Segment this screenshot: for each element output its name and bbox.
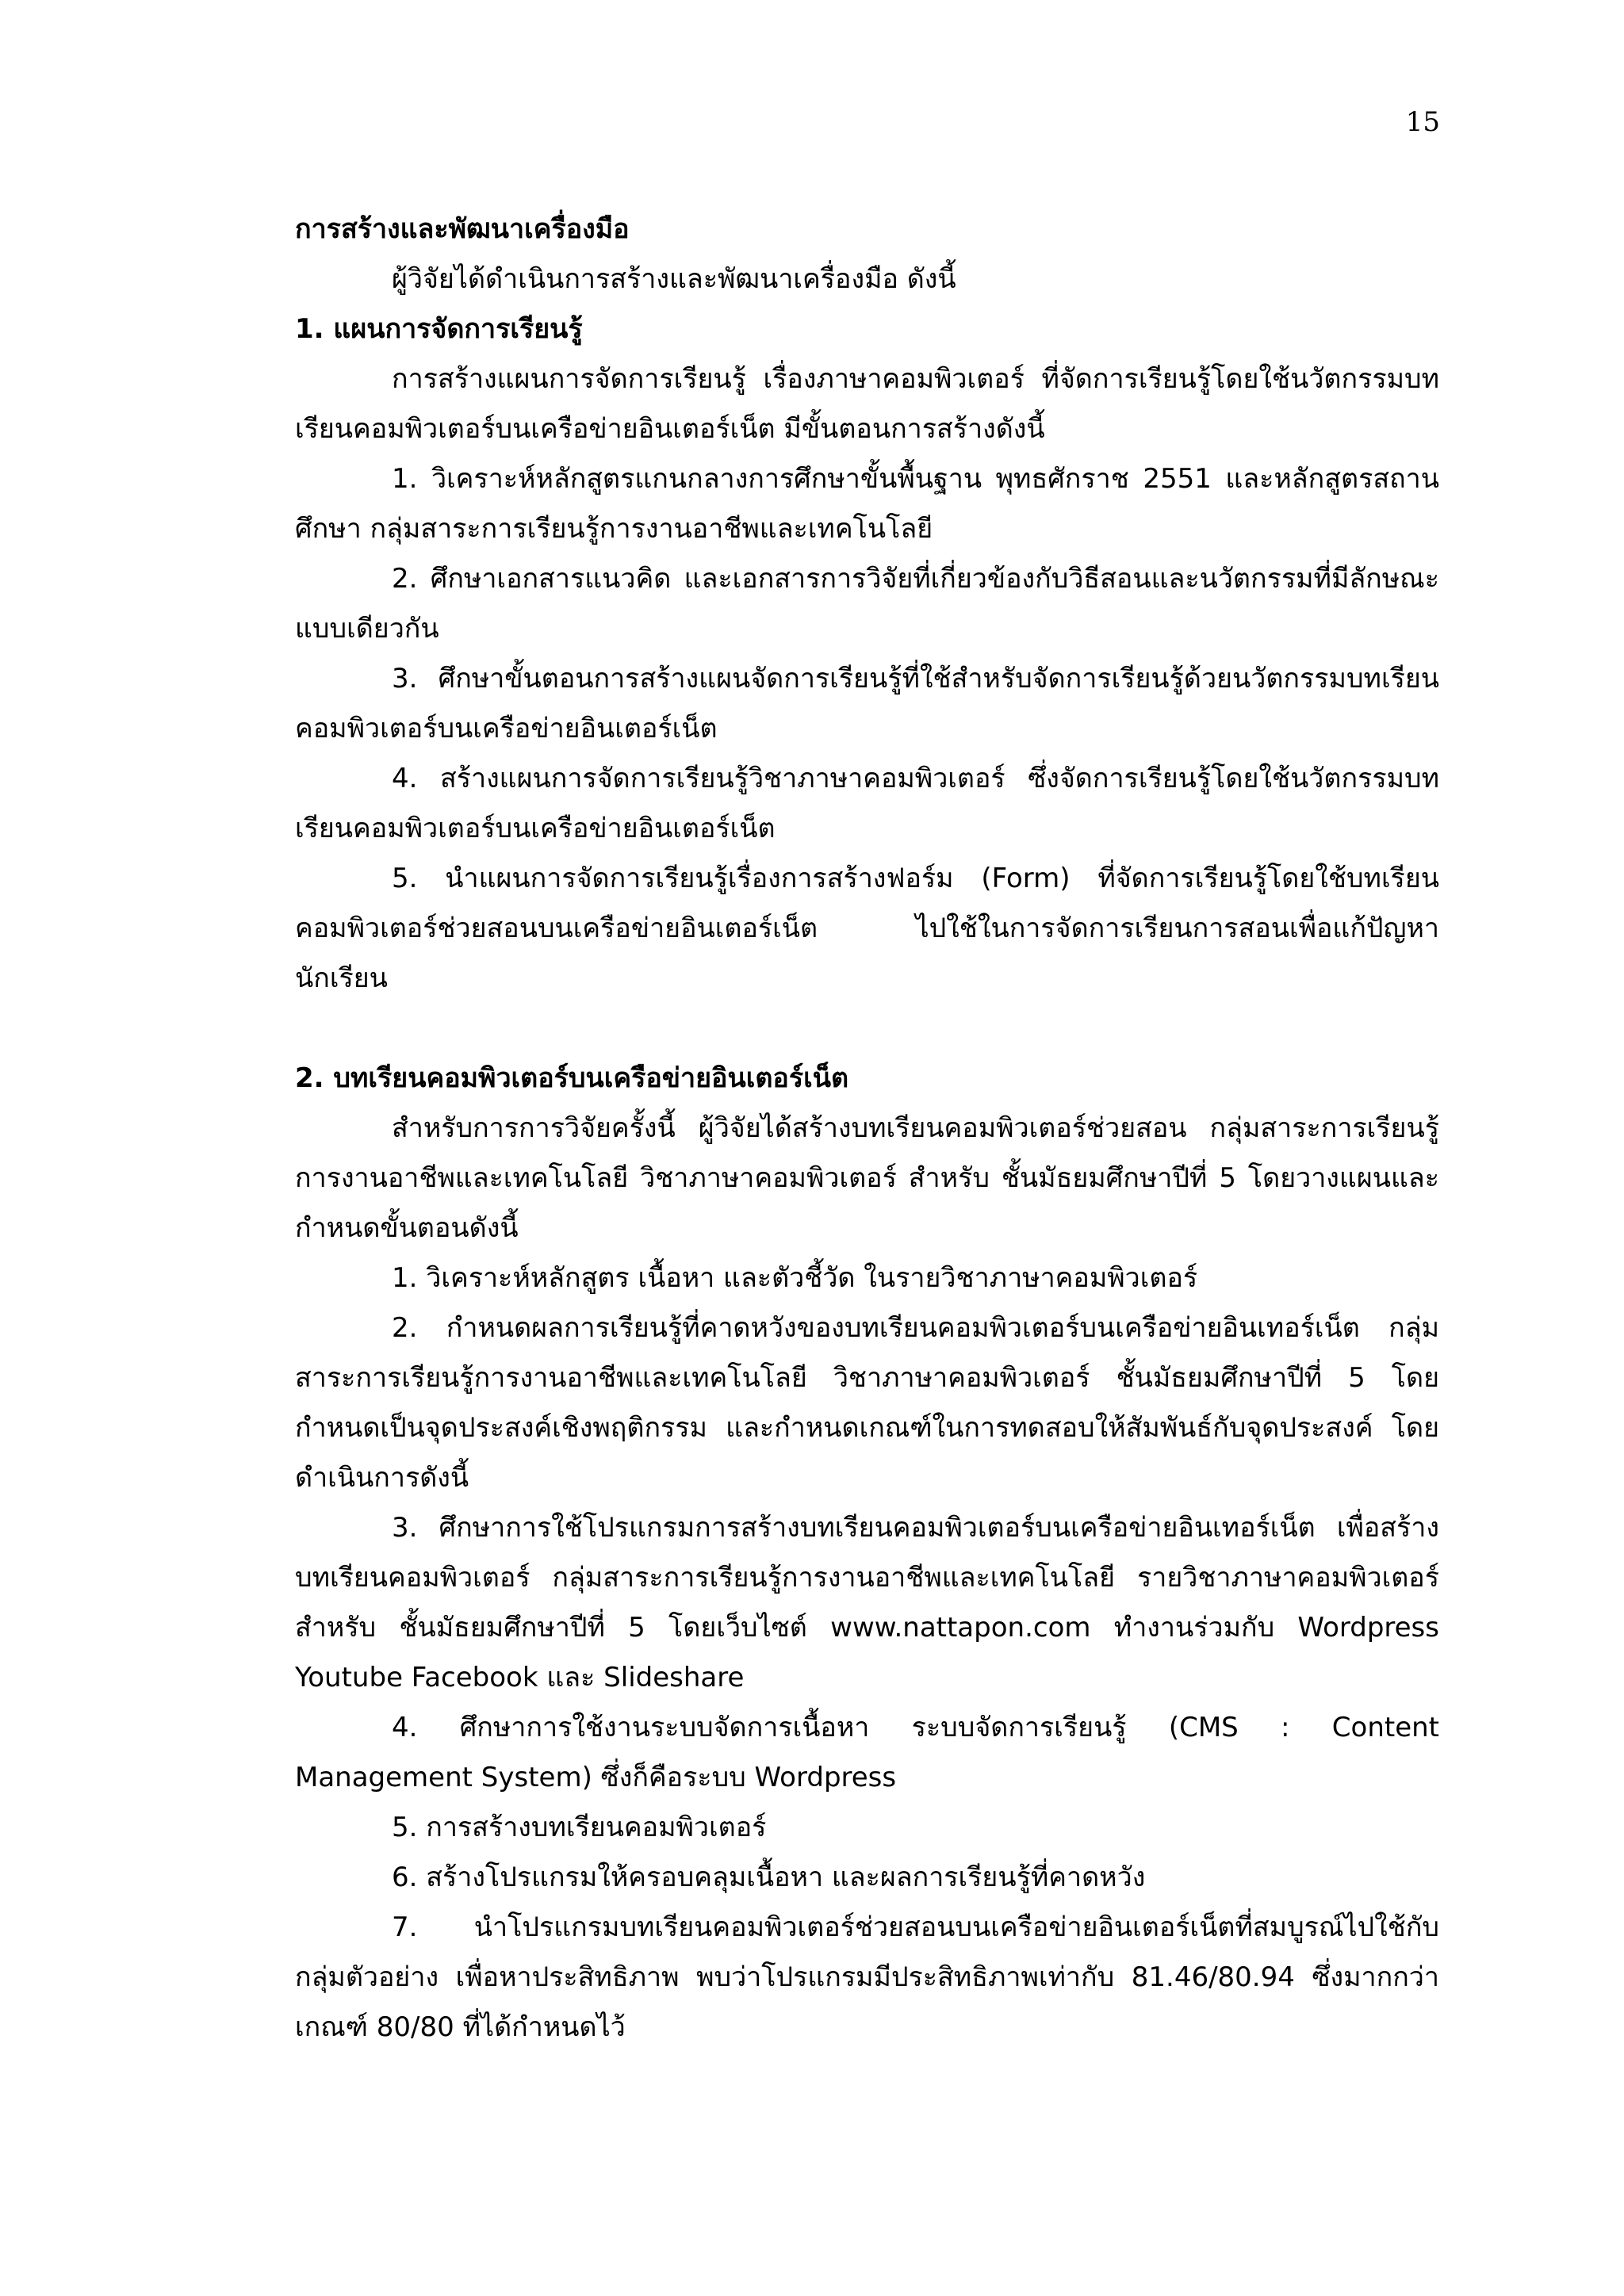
part1-item: 1. วิเคราะห์หลักสูตรแกนกลางการศึกษาขั้นพื้นฐาน พุทธศักราช 2551 และหลักสูตรสถานศึกษา กลุ่มสาระการเรียนรู้การงานอาชีพและเทคโนโลยี — [295, 463, 1439, 545]
part1-item: 2. ศึกษาเอกสารแนวคิด และเอกสารการวิจัยที่เกี่ยวข้องกับวิธีสอนและนวัตกรรมที่มีลักษณะแบบเดียวกัน — [295, 563, 1439, 645]
part2-item: 1. วิเคราะห์หลักสูตร เนื้อหา และตัวชี้วัด ในรายวิชาภาษาคอมพิวเตอร์ — [392, 1262, 1198, 1294]
part2-item: 4. ศึกษาการใช้งานระบบจัดการเนื้อหา ระบบจัดการเรียนรู้ (CMS : Content Management System) ซึ่งก็คือระบบ Wordpress — [295, 1712, 1439, 1793]
part1-title: 1. แผนการจัดการเรียนรู้ — [295, 313, 583, 345]
part2-item: 5. การสร้างบทเรียนคอมพิวเตอร์ — [392, 1812, 767, 1843]
part1-item: 4. สร้างแผนการจัดการเรียนรู้วิชาภาษาคอมพิวเตอร์ ซึ่งจัดการเรียนรู้โดยใช้นวัตกรรมบทเรียนคอมพิวเตอร์บนเครือข่ายอินเตอร์เน็ต — [295, 763, 1439, 844]
part1-item: 3. ศึกษาขั้นตอนการสร้างแผนจัดการเรียนรู้ที่ใช้สำหรับจัดการเรียนรู้ด้วยนวัตกรรมบทเรียนคอมพิวเตอร์บนเครือข่ายอินเตอร์เน็ต — [295, 663, 1439, 744]
part2-item: 6. สร้างโปรแกรมให้ครอบคลุมเนื้อหา และผลการเรียนรู้ที่คาดหวัง — [392, 1862, 1146, 1893]
part2-title: 2. บทเรียนคอมพิวเตอร์บนเครือข่ายอินเตอร์เน็ต — [295, 1062, 849, 1094]
section-title: การสร้างและพัฒนาเครื่องมือ — [295, 213, 630, 245]
part1-item: 5. นำแผนการจัดการเรียนรู้เรื่องการสร้างฟอร์ม (Form) ที่จัดการเรียนรู้โดยใช้บทเรียนคอมพิวเตอร์ช่วยสอนบนเครือข่ายอินเตอร์เน็ต ไปใช้ในการจัดการเรียนการสอนเพื่อแก้ปัญหานักเรียน — [295, 863, 1439, 994]
page-body — [295, 205, 1439, 2053]
part2-item: 2. กำหนดผลการเรียนรู้ที่คาดหวังของบทเรียนคอมพิวเตอร์บนเครือข่ายอินเทอร์เน็ต กลุ่มสาระการเรียนรู้การงานอาชีพและเทคโนโลยี วิชาภาษาคอมพิวเตอร์ ชั้นมัธยมศึกษาปีที่ 5 โดยกำหนดเป็นจุดประสงค์เชิงพฤติกรรม และกำหนดเกณฑ์ในการทดสอบให้สัมพันธ์กับจุดประสงค์ โดยดำเนินการดังนี้ — [295, 1312, 1439, 1494]
part2-item: 7. นำโปรแกรมบทเรียนคอมพิวเตอร์ช่วยสอนบนเครือข่ายอินเตอร์เน็ตที่สมบูรณ์ไปใช้กับกลุ่มตัวอย่าง เพื่อหาประสิทธิภาพ พบว่าโปรแกรมมีประสิทธิภาพเท่ากับ 81.46/80.94 ซึ่งมากกว่าเกณฑ์ 80/80 ที่ได้กำหนดไว้ — [295, 1911, 1439, 2043]
part2-lead: สำหรับการการวิจัยครั้งนี้ ผู้วิจัยได้สร้างบทเรียนคอมพิวเตอร์ช่วยสอน กลุ่มสาระการเรียนรู้การงานอาชีพและเทคโนโลยี วิชาภาษาคอมพิวเตอร์ สำหรับ ชั้นมัธยมศึกษาปีที่ 5 โดยวางแผนและกำหนดขั้นตอนดังนี้ — [295, 1112, 1439, 1244]
section-spacer — [295, 1004, 1439, 1054]
page-number: 15 — [1405, 106, 1440, 138]
section-intro: ผู้วิจัยได้ดำเนินการสร้างและพัฒนาเครื่องมือ ดังนี้ — [392, 263, 956, 295]
part1-lead: การสร้างแผนการจัดการเรียนรู้ เรื่องภาษาคอมพิวเตอร์ ที่จัดการเรียนรู้โดยใช้นวัตกรรมบทเรียนคอมพิวเตอร์บนเครือข่ายอินเตอร์เน็ต มีขั้นตอนการสร้างดังนี้ — [295, 363, 1439, 445]
part2-item: 3. ศึกษาการใช้โปรแกรมการสร้างบทเรียนคอมพิวเตอร์บนเครือข่ายอินเทอร์เน็ต เพื่อสร้างบทเรียนคอมพิวเตอร์ กลุ่มสาระการเรียนรู้การงานอาชีพและเทคโนโลยี รายวิชาภาษาคอมพิวเตอร์สำหรับ ชั้นมัธยมศึกษาปีที่ 5 โดยเว็บไซต์ www.nattapon.com ทำงานร่วมกับ Wordpress Youtube Facebook และ Slideshare — [295, 1512, 1439, 1693]
